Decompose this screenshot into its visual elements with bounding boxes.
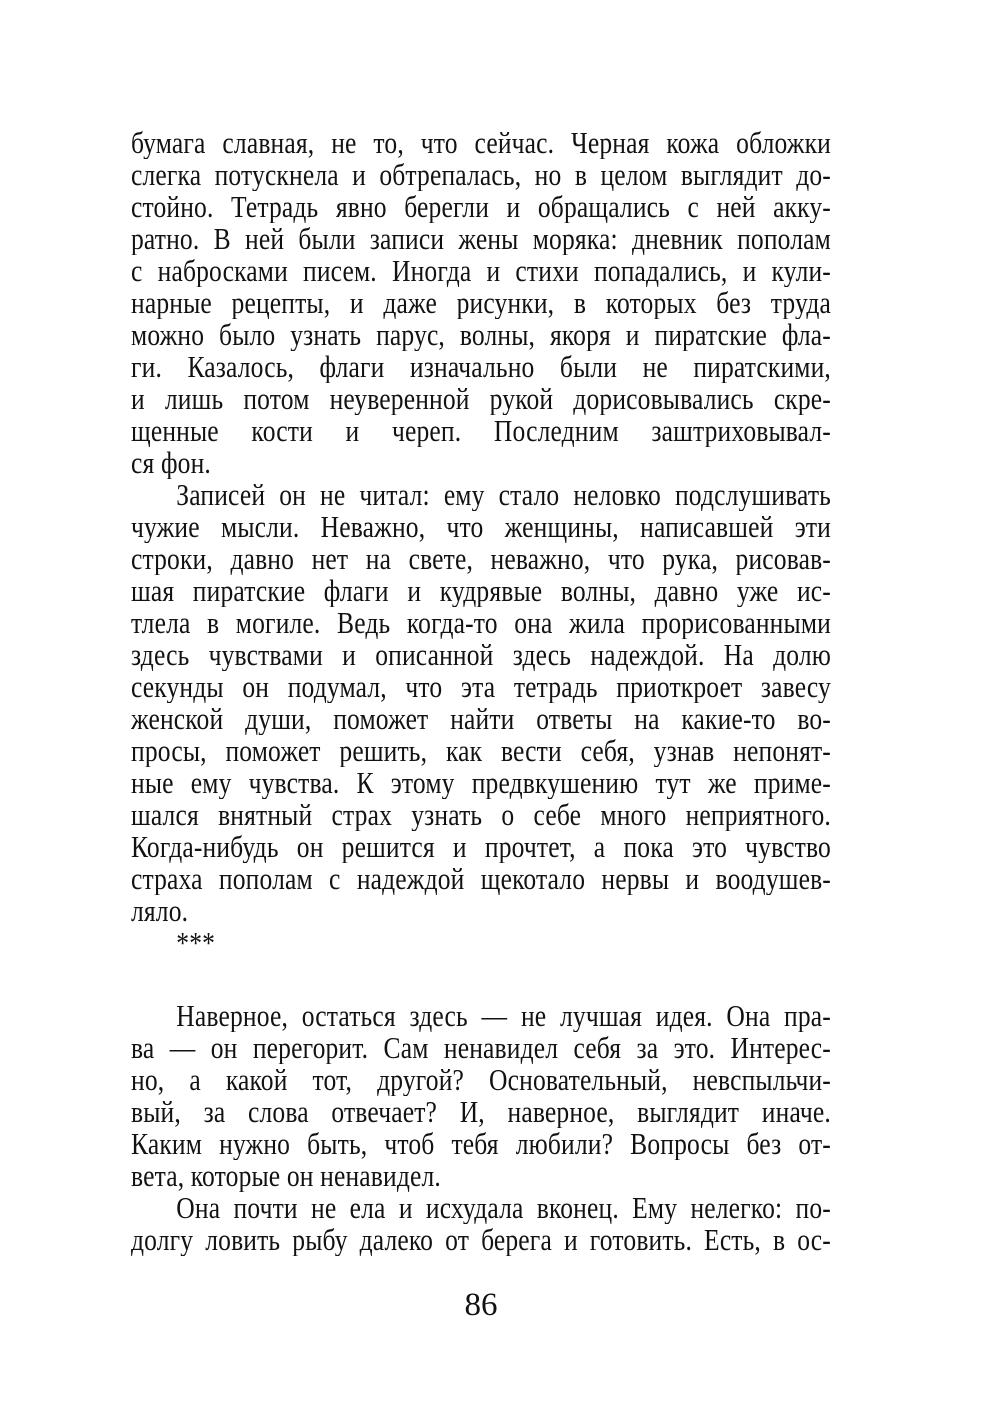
text-line: Записей он не читал: ему стало неловко подслушивать <box>176 479 831 511</box>
text-line: ва — он перегорит. Сам ненавидел себя за это. Интерес- <box>131 1032 831 1064</box>
paragraph <box>131 1192 831 1256</box>
text-line: ные ему чувства. К этому предвкушению тут же приме- <box>131 767 831 799</box>
text-line: ратно. В ней были записи жены моряка: дневник пополам <box>131 223 831 255</box>
text-line: но, а какой тот, другой? Основательный, невспыльчи- <box>131 1064 831 1096</box>
text-line: ляло. <box>131 895 189 927</box>
text-line: вый, за слова отвечает? И, наверное, выглядит иначе. <box>131 1096 831 1128</box>
text-line: с набросками писем. Иногда и стихи попадались, и кули- <box>131 255 831 287</box>
page-number: 86 <box>464 1287 498 1323</box>
text-line: и лишь потом неуверенной рукой дорисовывались скре- <box>131 383 831 415</box>
text-line: щенные кости и череп. Последним заштриховывал- <box>131 415 831 447</box>
text-line: ги. Казалось, флаги изначально были не пиратскими, <box>131 351 831 383</box>
text-line: вета, которые он ненавидел. <box>131 1160 441 1192</box>
text-line: здесь чувствами и описанной здесь надеждой. На долю <box>131 639 831 671</box>
text-line: чужие мысли. Неважно, что женщины, написавшей эти <box>131 511 831 543</box>
text-line: женской души, поможет найти ответы на какие-то во- <box>131 703 831 735</box>
text-line: слегка потускнела и обтрепалась, но в целом выглядит до- <box>131 159 831 191</box>
text-line: ся фон. <box>131 447 211 479</box>
text-line: стойно. Тетрадь явно берегли и обращались с ней акку- <box>131 191 831 223</box>
text-line: Когда-нибудь он решится и прочтет, а пока это чувство <box>131 831 831 863</box>
text-line: страха пополам с надеждой щекотало нервы и воодушев- <box>131 863 831 895</box>
separator-line: *** <box>176 927 216 959</box>
text-line: секунды он подумал, что эта тетрадь приоткроет завесу <box>131 671 831 703</box>
text-line: Она почти не ела и исхудала вконец. Ему нелегко: по- <box>176 1192 831 1224</box>
text-line: шая пиратские флаги и кудрявые волны, давно уже ис- <box>131 575 831 607</box>
text-line: Наверное, остаться здесь — не лучшая идея. Она пра- <box>176 1000 831 1032</box>
text-line: строки, давно нет на свете, неважно, что рука, рисовав- <box>131 543 831 575</box>
page-text <box>131 127 831 1256</box>
text-line: шался внятный страх узнать о себе много неприятного. <box>131 799 831 831</box>
text-line: Каким нужно быть, чтоб тебя любили? Вопросы без от- <box>131 1128 831 1160</box>
section-separator <box>131 927 831 959</box>
paragraph <box>131 479 831 927</box>
text-line: можно было узнать парус, волны, якоря и пиратские фла- <box>131 319 831 351</box>
text-line: бумага славная, не то, что сейчас. Черная кожа обложки <box>131 127 831 159</box>
text-line: тлела в могиле. Ведь когда-то она жила прорисованными <box>131 607 831 639</box>
paragraph <box>131 1000 831 1192</box>
text-line: просы, поможет решить, как вести себя, узнав непонят- <box>131 735 831 767</box>
text-line: нарные рецепты, и даже рисунки, в которых без труда <box>131 287 831 319</box>
paragraph <box>131 127 831 479</box>
text-line: долгу ловить рыбу далеко от берега и готовить. Есть, в ос- <box>131 1224 831 1256</box>
